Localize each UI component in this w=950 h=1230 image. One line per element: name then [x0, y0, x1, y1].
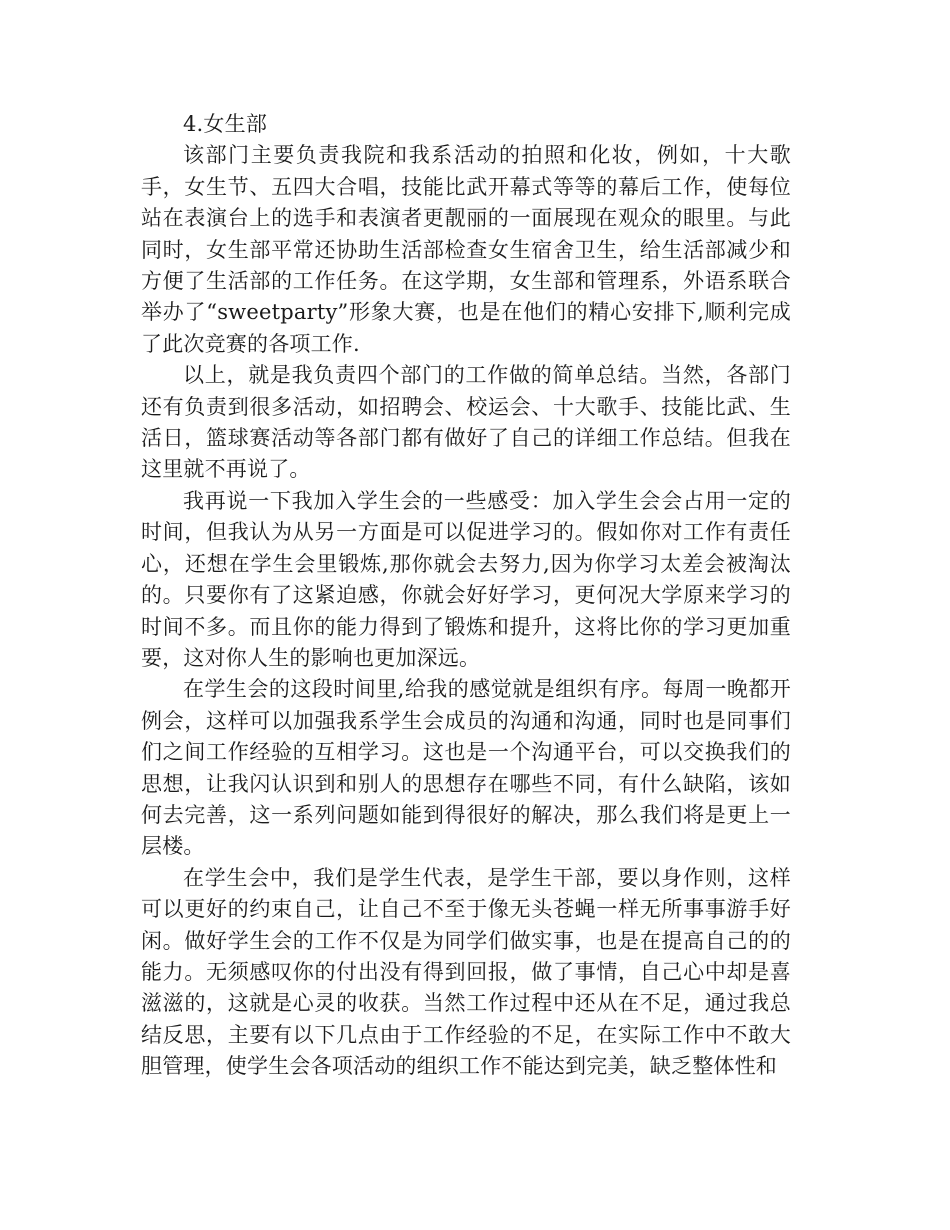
paragraph-1: 该部门主要负责我院和我系活动的拍照和化妆，例如，十大歌手，女生节、五四大合唱，技能比武开幕式等等的幕后工作，使每位站在表演台上的选手和表演者更靓丽的一面展现在观众的眼里。与此同时，女生部平常还协助生活部检查女生宿舍卫生，给生活部减少和方便了生活部的工作任务。在这学期，女生部和管理系，外语系联合举办了“sweetparty”形象大赛，也是在他们的精心安排下,顺利完成了此次竞赛的各项工作. — [141, 143, 791, 356]
document-body — [141, 109, 791, 1083]
paragraph-2: 以上，就是我负责四个部门的工作做的简单总结。当然，各部门还有负责到很多活动，如招聘会、校运会、十大歌手、技能比武、生活日，篮球赛活动等各部门都有做好了自己的详细工作总结。但我在这里就不再说了。 — [141, 363, 791, 482]
paragraph-4: 在学生会的这段时间里,给我的感觉就是组织有序。每周一晚都开例会，这样可以加强我系学生会成员的沟通和沟通，同时也是同事们们之间工作经验的互相学习。这也是一个沟通平台，可以交换我们的思想，让我闪认识到和别人的思想存在哪些不同，有什么缺陷，该如何去完善，这一系列问题如能到得很好的解决，那么我们将是更上一层楼。 — [141, 677, 791, 859]
paragraph-5: 在学生会中，我们是学生代表，是学生干部，要以身作则，这样可以更好的约束自己，让自己不至于像无头苍蝇一样无所事事游手好闲。做好学生会的工作不仅是为同学们做实事，也是在提高自己的的能力。无须感叹你的付出没有得到回报，做了事情，自己心中却是喜滋滋的，这就是心灵的收获。当然工作过程中还从在不足，通过我总结反思，主要有以下几点由于工作经验的不足，在实际工作中不敢大胆管理，使学生会各项活动的组织工作不能达到完美，缺乏整体性和 — [141, 865, 791, 1079]
paragraph-3: 我再说一下我加入学生会的一些感受：加入学生会会占用一定的时间，但我认为从另一方面是可以促进学习的。假如你对工作有责任心，还想在学生会里锻炼,那你就会去努力,因为你学习太差会被淘汰的。只要你有了这紧迫感，你就会好好学习，更何况大学原来学习的时间不多。而且你的能力得到了锻炼和提升，这将比你的学习更加重要，这对你人生的影响也更加深远。 — [141, 488, 791, 670]
section-heading: 4.女生部 — [183, 112, 268, 136]
